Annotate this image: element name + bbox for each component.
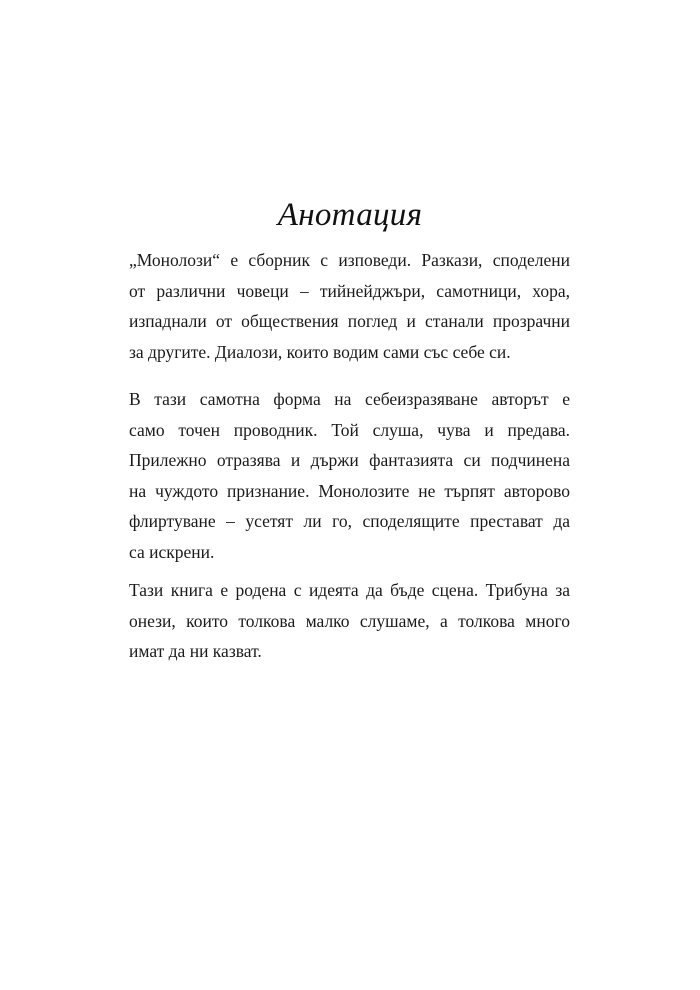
paragraph-line: за другите. Диалози, които водим сами със себе си. [129, 341, 511, 362]
paragraph-line: онези, които толкова малко слушаме, а толкова много [129, 610, 570, 631]
paragraph-line: изпаднали от обществения поглед и станали прозрачни [129, 311, 570, 331]
paragraph-line: Прилежно отразява и държи фантазията си подчинена [129, 450, 570, 470]
paragraph-line: само точен проводник. Той слуша, чува и предава. [129, 419, 570, 440]
paragraph-line: на чуждото признание. Монолозите не търпят авторово [129, 480, 570, 501]
paragraph-3 [129, 575, 570, 667]
paragraph-line: от различни човеци – тийнейджъри, самотници, хора, [129, 280, 570, 301]
paragraph-line: „Монолози“ е сборник с изповеди. Разкази, споделени [129, 250, 570, 270]
page-title: Анотация [277, 197, 423, 233]
paragraph-line: В тази самотна форма на себеизразяване авторът е [129, 389, 570, 409]
paragraph-line: имат да ни казват. [129, 641, 262, 661]
paragraph-line: флиртуване – усетят ли го, споделящите престават да [129, 511, 570, 531]
paragraph-2 [129, 384, 570, 567]
paragraph-line: Тази книга е родена с идеята да бъде сцена. Трибуна за [129, 580, 570, 600]
paragraph-1 [129, 245, 570, 367]
paragraph-line: са искрени. [129, 541, 215, 562]
